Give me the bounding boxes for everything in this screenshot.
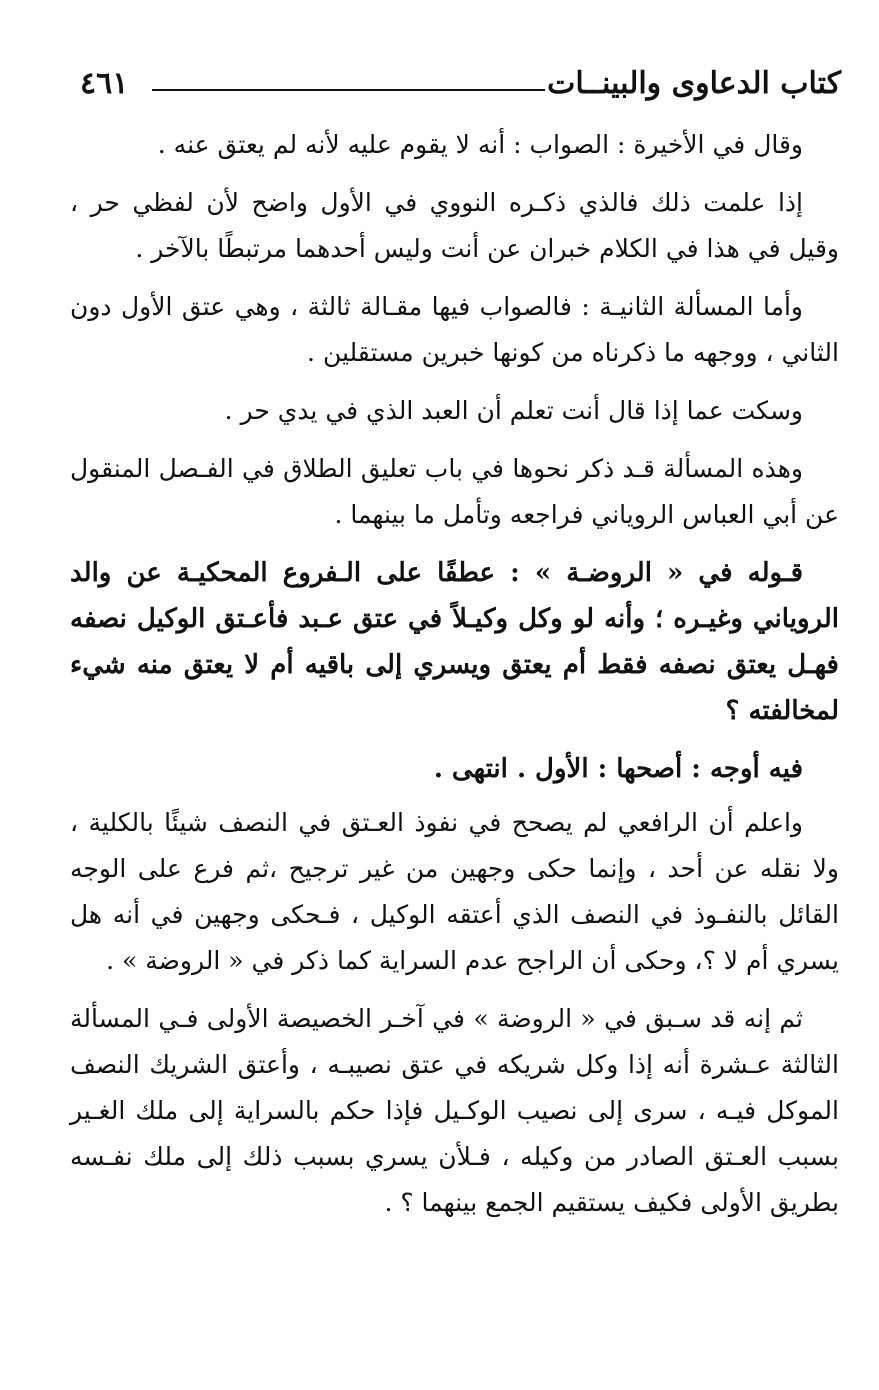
paragraph: إذا علمت ذلك فالذي ذكـره النووي في الأول واضح لأن لفظي حر ، وقيل في هذا في الكلام خبران عن أنت وليس أحدهما مرتبطًا بالآخر . (70, 188, 839, 263)
page-number: ٤٦١ (80, 66, 129, 101)
running-title: كتاب الدعاوى والبينــات (547, 66, 841, 101)
paragraph: وقال في الأخيرة : الصواب : أنه لا يقوم عليه لأنه لم يعتق عنه . (157, 130, 803, 159)
paragraph: وسكت عما إذا قال أنت تعلم أن العبد الذي في يدي حر . (224, 396, 803, 425)
header-rule (152, 89, 545, 91)
paragraph: وأما المسألة الثانيـة : فالصواب فيها مقـالة ثالثة ، وهي عتق الأول دون الثاني ، ووجهه ما ذكرناه من كونها خبرين مستقلين . (70, 292, 839, 367)
page-header (80, 62, 841, 106)
quoted-passage: قـوله في « الروضـة » : عطفًا على الـفروع المحكيـة عن والد الروياني وغيـره ؛ وأنه لو وكل وكيـلاً في عتق عـبد فأعـتق الوكيل نصفه فهـل يعتق نصفه فقط أم يعتق ويسري إلى باقيه أم لا يعتق منه شيء لمخالفته ؟ (70, 558, 839, 726)
paragraph: واعلم أن الرافعي لم يصحح في نفوذ العـتق في النصف شيئًا بالكلية ، ولا نقله عن أحد ، وإنما حكى وجهين من غير ترجيح ،ثم فرع على الوجه القائل بالنفـوذ في النصف الذي أعتقه الوكيل ، فـحكى وجهين في أنه هل يسري أم لا ؟، وحكى أن الراجح عدم السراية كما ذكر في « الروضة » . (70, 808, 839, 975)
paragraph: وهذه المسألة قـد ذكر نحوها في باب تعليق الطلاق في الفـصل المنقول عن أبي العباس الروياني فراجعه وتأمل ما بينهما . (70, 454, 839, 529)
paragraph: ثم إنه قد سـبق في « الروضة » في آخـر الخصيصة الأولى فـي المسألة الثالثة عـشرة أنه إذا وكل شريكه في عتق نصيبـه ، وأعتق الشريك النصف الموكل فيـه ، سرى إلى نصيب الوكـيل فإذا حكم بالسراية إلى ملك الغـير بسبب العـتق الصادر من وكيله ، فـلأن يسري بسبب ذلك إلى ملك نفـسه بطريق الأولى فكيف يستقيم الجمع بينهما ؟ . (70, 1004, 839, 1217)
page-body (70, 122, 839, 1238)
quoted-conclusion: فيه أوجه : أصحها : الأول . انتهى . (433, 754, 803, 784)
